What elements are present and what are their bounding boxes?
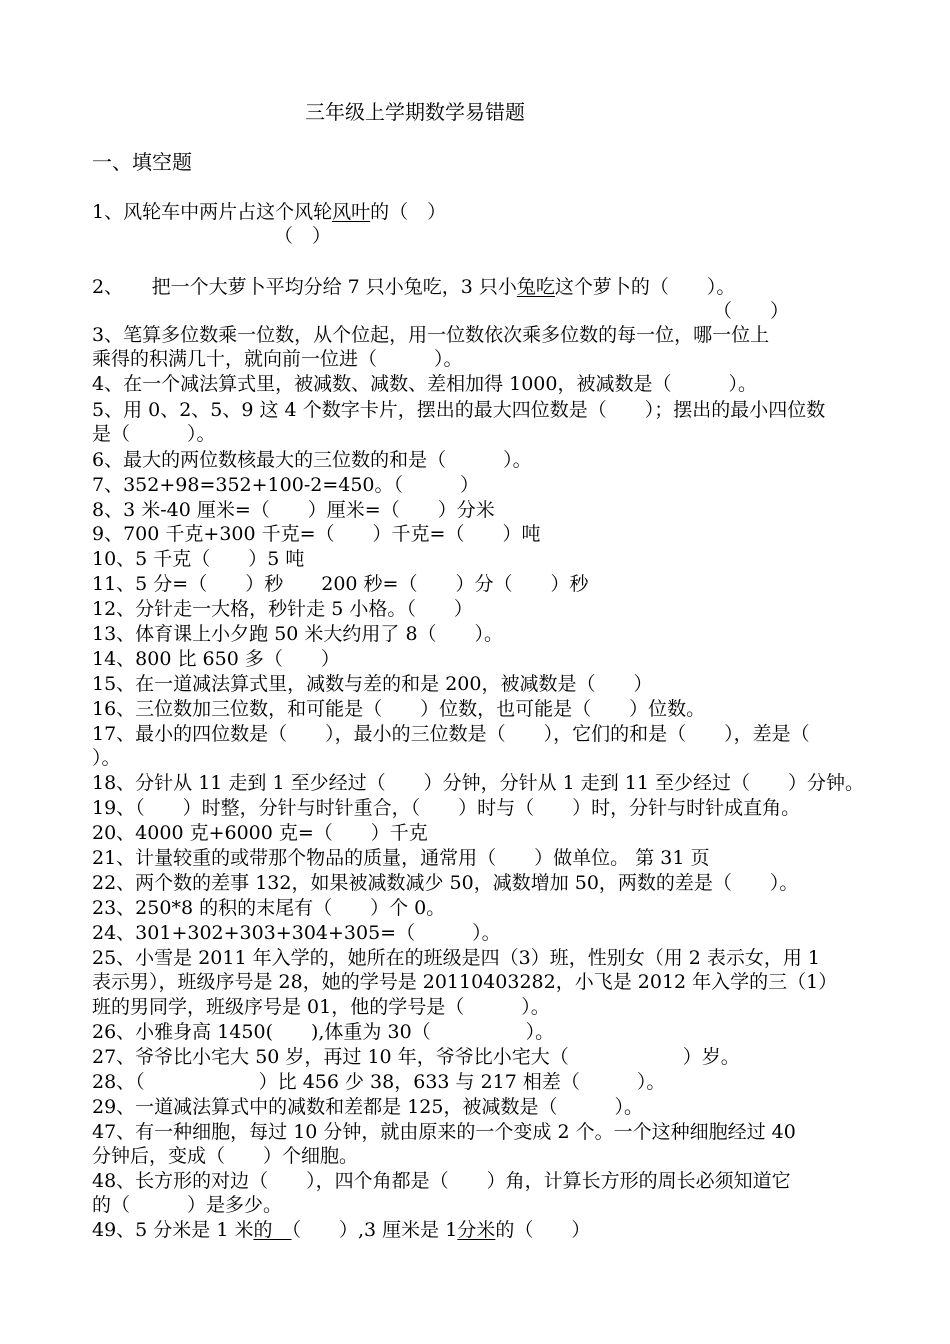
question-24: 24、301+302+303+304+305=（ ）。 — [92, 922, 501, 944]
question-47-line-1: 47、有一种细胞，每过 10 分钟，就由原来的一个变成 2 个。一个这种细胞经过 40 — [92, 1121, 796, 1143]
question-7: 7、352+98=352+100-2=450。（ ） — [92, 474, 480, 496]
question-27: 27、爷爷比小宅大 50 岁，再过 10 年，爷爷比小宅大（ ）岁。 — [92, 1046, 740, 1068]
question-47-line-2: 分钟后，变成（ ）个细胞。 — [92, 1145, 359, 1167]
question-18: 18、分针从 11 走到 1 至少经过（ ）分钟，分针从 1 走到 11 至少经过（ ）分钟。 — [92, 772, 865, 794]
question-1: 1、风轮车中两片占这个风轮风叶的（ ） — [92, 201, 447, 223]
question-1-sub: （ ） — [274, 225, 332, 247]
section-heading: 一、填空题 — [92, 150, 192, 174]
question-5-line-1: 5、用 0、2、5、9 这 4 个数字卡片，摆出的最大四位数是（ ）；摆出的最小四位数 — [92, 399, 826, 421]
question-6: 6、最大的两位数核最大的三位数的和是（ ）。 — [92, 449, 532, 471]
question-48-line-2: 的（ ）是多少。 — [92, 1194, 283, 1216]
question-15: 15、在一道减法算式里，减数与差的和是 200，被减数是（ ） — [92, 673, 653, 695]
question-3-line-1: 3、笔算多位数乘一位数，从个位起，用一位数依次乘多位数的每一位，哪一位上 — [92, 324, 770, 346]
question-19: 19、（ ）时整，分针与时针重合，（ ）时与（ ）时，分针与时针成直角。 — [92, 797, 801, 819]
question-4: 4、在一个减法算式里，被减数、减数、差相加得 1000，被减数是（ ）。 — [92, 373, 757, 395]
question-2: 2、 把一个大萝卜平均分给 7 只小兔吃，3 只小兔吃这个萝卜的（ ）。 — [92, 276, 736, 298]
question-49: 49、5 分米是 1 米的 （ ）,3 厘米是 1分米的（ ） — [92, 1219, 591, 1241]
question-9: 9、700 千克+300 千克=（ ）千克=（ ）吨 — [92, 523, 541, 545]
page-title: 三年级上学期数学易错题 — [305, 100, 525, 124]
question-25-line-2: 表示男），班级序号是 28，她的学号是 20110403282，小飞是 2012 年入学的三（1） — [92, 971, 838, 993]
question-25-line-1: 25、小雪是 2011 年入学的，她所在的班级是四（3）班，性别女（用 2 表示女，用 1 — [92, 947, 820, 969]
question-13: 13、体育课上小夕跑 50 米大约用了 8（ ）。 — [92, 623, 504, 645]
question-5-line-2: 是（ ）。 — [92, 423, 216, 445]
question-20: 20、4000 克+6000 克=（ ）千克 — [92, 822, 428, 844]
question-2-sub: （ ） — [713, 300, 790, 322]
question-22: 22、两个数的差事 132，如果被减数减少 50，减数增加 50，两数的差是（ ）。 — [92, 872, 799, 894]
question-29: 29、一道减法算式中的减数和差都是 125，被减数是（ ）。 — [92, 1096, 643, 1118]
question-25-line-3: 班的男同学，班级序号是 01，他的学号是（ ）。 — [92, 996, 550, 1018]
question-23: 23、250*8 的积的末尾有（ ）个 0。 — [92, 897, 446, 919]
question-21: 21、计量较重的或带那个物品的质量，通常用（ ）做单位。 第 31 页 — [92, 847, 710, 869]
question-11: 11、5 分=（ ）秒 200 秒=（ ）分（ ）秒 — [92, 573, 589, 595]
question-48-line-1: 48、长方形的对边（ ），四个角都是（ ）角，计算长方形的周长必须知道它 — [92, 1170, 791, 1192]
question-28: 28、（ ）比 456 少 38，633 与 217 相差（ ）。 — [92, 1071, 666, 1093]
question-3-line-2: 乘得的积满几十，就向前一位进（ ）。 — [92, 348, 463, 370]
question-10: 10、5 千克（ ）5 吨 — [92, 548, 305, 570]
question-16: 16、三位数加三位数，和可能是（ ）位数，也可能是（ ）位数。 — [92, 698, 706, 720]
question-26: 26、小雅身高 1450( ),体重为 30（ ）。 — [92, 1021, 555, 1043]
question-17-line-1: 17、最小的四位数是（ ），最小的三位数是（ ），它们的和是（ ），差是（ — [92, 723, 810, 745]
question-14: 14、800 比 650 多（ ） — [92, 648, 340, 670]
question-17-line-2: ）。 — [92, 747, 121, 769]
question-8: 8、3 米-40 厘米=（ ）厘米=（ ）分米 — [92, 499, 495, 521]
question-12: 12、分针走一大格，秒针走 5 小格。（ ） — [92, 598, 473, 620]
